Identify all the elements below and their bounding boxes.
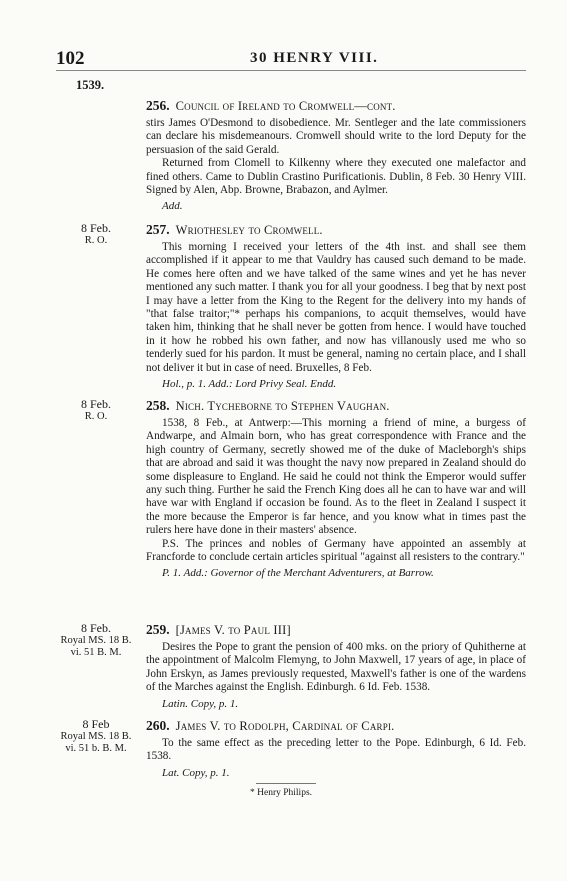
entry-title xyxy=(146,398,526,414)
entry-note: Hol., p. 1. Add.: Lord Privy Seal. Endd. xyxy=(162,378,337,391)
entry-heading: [James V. to Paul III] xyxy=(175,623,291,637)
entry-note: P. 1. Add.: Governor of the Merchant Adventurers, at Barrow. xyxy=(162,567,434,580)
footnote: * Henry Philips. xyxy=(250,788,313,798)
year-heading: 1539. xyxy=(76,78,105,92)
entry-number: 256. xyxy=(146,98,170,113)
footnote-rule xyxy=(256,783,316,784)
entry-paragraph: Desires the Pope to grant the pension of 400 mks. on the priory of Quhitherne at the appointment of Malcolm Flemyng, to John Maxwell, 17 years of age, in place of John Erskyn, as James previously requested, Maxwell's father is one of the wardens of the Marches against the English. Edinburgh. 6 Id. Feb. 1538. xyxy=(146,641,526,694)
entry-reference: Royal MS. 18 B. vi. 51 b. B. M. xyxy=(60,731,132,754)
entry-title xyxy=(146,98,526,114)
entry-margin xyxy=(56,718,136,755)
entry-number: 257. xyxy=(146,222,170,237)
entry-reference: Royal MS. 18 B. vi. 51 B. M. xyxy=(60,635,132,658)
entry-paragraph: To the same effect as the preceding letter to the Pope. Edinburgh, 6 Id. Feb. 1538. xyxy=(146,737,526,763)
entry-paragraph: Returned from Clomell to Kilkenny where they executed one malefactor and fined others. Came to Dublin Crastino Purificationis. Dublin, 8 Feb. 30 Henry VIII. Signed by Alen, Abp. Browne, Brabazon, and Aylmer. xyxy=(146,157,526,197)
page-header xyxy=(0,48,567,72)
entry-paragraph: stirs James O'Desmond to disobedience. Mr. Sentleger and the late commissioners can declare his misdemeanours. Cromwell should write to the lord Deputy for the persuasion of the said Gerald. xyxy=(146,117,526,156)
entry-paragraph: This morning I received your letters of the 4th inst. and shall see them accomplished if it appear to me that Vauldry has caused such demand to be made. He comes here often and we have talked of the same wines and yet he has never mentioned any such matter. I thank you for all your goodness. I beg that by next post I may have a letter from the King to the Regent for the delivery into my hands of "that false traitor;"* perhaps his companions, to acquit themselves, would have taken him, thinking that he shall never be gotten from hence. I would have touched in it how he robbed his own father, and now has villanously used me who so tenderly sued for his pardon. It must be general, naming no certain place, and I shall not deliver it but in case of need. Bruxelles, 8 Feb. xyxy=(146,241,526,374)
page-number: 102 xyxy=(56,48,85,69)
entry-margin xyxy=(56,222,136,247)
entry-note: Latin. Copy, p. 1. xyxy=(162,697,239,710)
entry-title xyxy=(146,718,526,734)
entry-margin xyxy=(56,398,136,423)
entry-number: 259. xyxy=(146,622,170,637)
entry-note: Add. xyxy=(162,200,183,213)
header-rule xyxy=(56,70,526,71)
entry-reference: R. O. xyxy=(84,235,108,246)
entry-title xyxy=(146,222,526,238)
entry-heading: Nich. Tycheborne to Stephen Vaughan. xyxy=(175,399,390,413)
entry-paragraph: 1538, 8 Feb., at Antwerp:—This morning a friend of mine, a burgess of Andwarpe, and Almain born, who has great correspondence with France and the high country of Germany, secretly showed me of the duke of Macleborgh's ships that are abroad and said it was thought the navy now prepared in Zealand should do some displeasure to England. He said he could not think the Emperor would suffer any such thing. Further he said the French King does all he can to have war and will have war with England if occasion be found. As to the fleet in Zealand I suspect it the more because the Emperor is far hence, and you know what in times past the rulers here have done in their masters' absence. xyxy=(146,417,526,537)
entry-number: 260. xyxy=(146,718,170,733)
entry-number: 258. xyxy=(146,398,170,413)
entry-margin xyxy=(56,622,136,659)
entry-heading: Wriothesley to Cromwell. xyxy=(175,223,323,237)
entry-heading: James V. to Rodolph, Cardinal of Carpi. xyxy=(175,719,395,733)
entry-reference: R. O. xyxy=(84,411,108,422)
entry-heading: Council of Ireland to Cromwell—cont. xyxy=(175,99,396,113)
entry-note: Lat. Copy, p. 1. xyxy=(162,766,230,779)
entry-date: 8 Feb. xyxy=(81,397,111,411)
entry-date: 8 Feb. xyxy=(81,221,111,235)
running-head: 30 HENRY VIII. xyxy=(250,50,379,66)
entry-date: 8 Feb. xyxy=(81,621,111,635)
entry-date: 8 Feb xyxy=(82,717,110,731)
entry-title xyxy=(146,622,526,638)
entry-paragraph: P.S. The princes and nobles of Germany have appointed an assembly at Francforde to conclude certain articles spiritual "against all resisters to the contrary." xyxy=(146,537,526,564)
